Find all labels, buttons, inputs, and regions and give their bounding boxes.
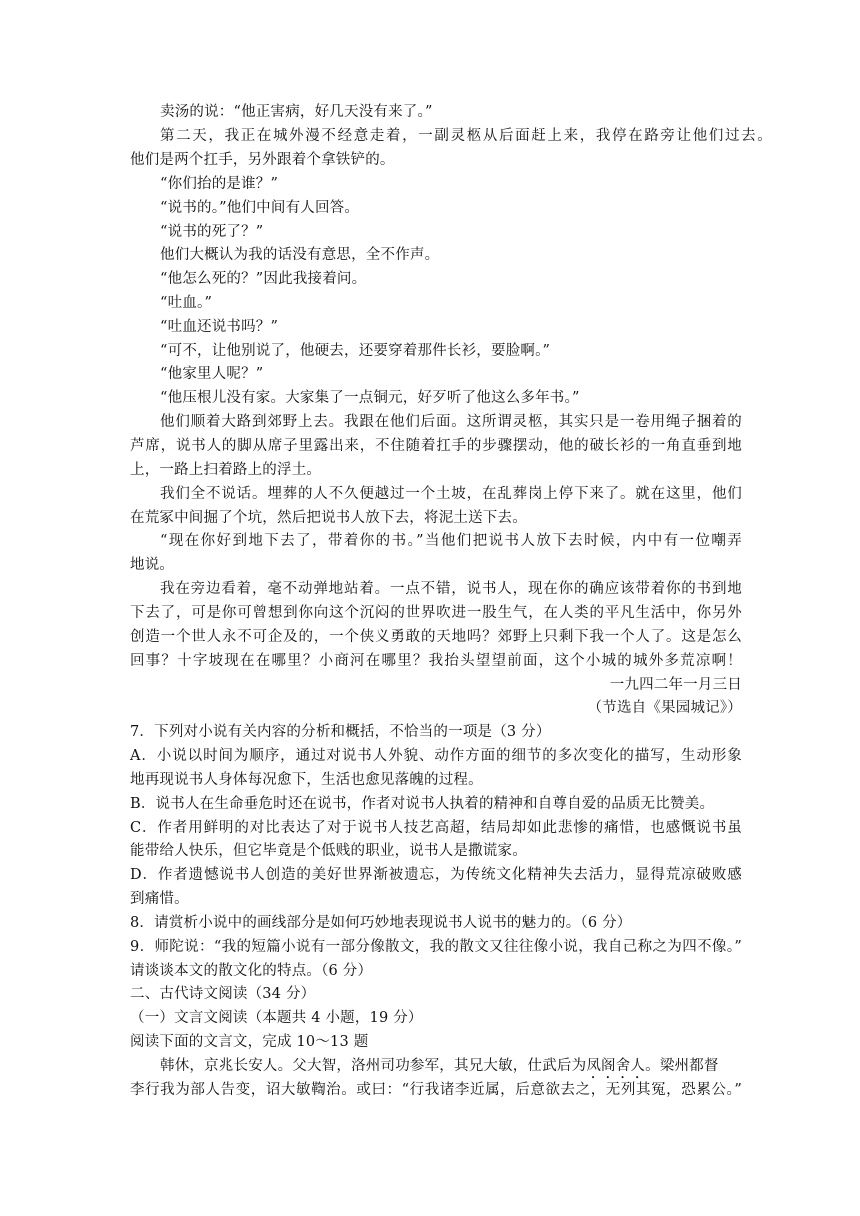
passage-line: 创造一个世人永不可企及的，一个侠义勇敢的天地吗？郊野上只剩下我一个人了。这是怎么 <box>130 629 742 645</box>
classical-text: 。梁州都督 <box>645 1058 719 1074</box>
passage-line: 下去了，可是你可曾想到你向这个沉闷的世界吹进一股生气，在人类的平凡生活中，你另外 <box>130 605 742 621</box>
question-9: 9．师陀说：“我的短篇小说有一部分像散文，我的散文又往往像小说，我自己称之为四不像。” <box>130 939 742 955</box>
passage-line: “说书的死了？” <box>160 224 264 240</box>
reading-instruction: 阅读下面的文言文，完成 10～13 题 <box>130 1034 369 1050</box>
passage-line: “现在你好到地下去了，带着你的书。”当他们把说书人放下去时候，内中有一位嘲弄 <box>160 533 742 549</box>
emphasis-dotted-term: 凤阁舍人 <box>586 1058 646 1074</box>
passage-line: “他压根儿没有家。大家集了一点铜元，好歹听了他这么多年书。” <box>160 390 580 406</box>
passage-source: （节选自《果园城记》） <box>587 700 742 716</box>
passage-line: 地说。 <box>130 557 175 573</box>
question-7-option-b: B．说书人在生命垂危时还在说书，作者对说书人执着的精神和自尊自爱的品质无比赞美。 <box>130 796 715 812</box>
question-7-option-c-cont: 能带给人快乐，但它毕竟是个低贱的职业，说书人是撒谎家。 <box>130 843 527 859</box>
passage-line: “说书的。”他们中间有人回答。 <box>160 200 360 216</box>
passage-line: “他家里人呢？” <box>160 366 264 382</box>
classical-text: 韩休，京兆长安人。父大智，洛州司功参军，其兄大敏，仕武后为 <box>160 1058 587 1074</box>
passage-line: 第二天，我正在城外漫不经意走着，一副灵柩从后面赶上来，我停在路旁让他们过去。 <box>160 128 772 144</box>
passage-line: 我们全不说话。埋葬的人不久便越过一个土坡，在乱葬岗上停下来了。就在这里，他们 <box>160 486 742 502</box>
passage-line: 他们顺着大路到郊野上去。我跟在他们后面。这所谓灵柩，其实只是一卷用绳子捆着的 <box>160 414 742 430</box>
question-7-option-a-cont: 地再现说书人身体每况愈下，生活也愈见落魄的过程。 <box>130 772 483 788</box>
question-7: 7．下列对小说有关内容的分析和概括，不恰当的一项是（3 分） <box>130 724 551 740</box>
question-7-option-d: D．作者遗憾说书人创造的美好世界渐被遗忘，为传统文化精神失去活力，显得荒凉破败感 <box>130 867 742 883</box>
passage-line: “他怎么死的？”因此我接着问。 <box>160 271 367 287</box>
passage-line: 在荒冢中间掘了个坑，然后把说书人放下去，将泥土送下去。 <box>130 510 527 526</box>
passage-line: 他们是两个扛手，另外跟着个拿铁铲的。 <box>130 152 395 168</box>
question-7-option-d-cont: 到痛惜。 <box>130 891 189 907</box>
passage-line: 回事？十字坡现在在哪里？小商河在哪里？我抬头望望前面，这个小城的城外多荒凉啊！ <box>130 653 742 669</box>
classical-line: 李行我为部人告变，诏大敏鞫治。或曰：“行我诸李近属，后意欲去之，无列其冤，恐累公。” <box>130 1082 742 1098</box>
passage-line: 卖汤的说：“他正害病，好几天没有来了。” <box>160 104 433 120</box>
question-8: 8．请赏析小说中的画线部分是如何巧妙地表现说书人说书的魅力的。（6 分） <box>130 915 632 931</box>
question-9-cont: 请谈谈本文的散文化的特点。（6 分） <box>130 963 373 979</box>
passage-line: 我在旁边看着，毫不动弹地站着。一点不错，说书人，现在你的确应该带着你的书到地 <box>160 581 742 597</box>
passage-line: “吐血。” <box>160 295 213 311</box>
section-heading: 二、古代诗文阅读（34 分） <box>130 986 316 1002</box>
classical-line <box>160 1055 772 1082</box>
passage-line: 芦席，说书人的脚从席子里露出来，不住随着扛手的步骤摆动，他的破长衫的一角直垂到地 <box>130 438 742 454</box>
passage-date: 一九四二年一月三日 <box>609 677 742 693</box>
subsection-heading: （一）文言文阅读（本题共 4 小题，19 分） <box>130 1010 423 1026</box>
passage-line: 上，一路上扫着路上的浮土。 <box>130 462 322 478</box>
passage-line: 他们大概认为我的话没有意思，全不作声。 <box>160 247 440 263</box>
question-7-option-c: C．作者用鲜明的对比表达了对于说书人技艺高超，结局却如此悲惨的痛惜，也感慨说书虽 <box>130 820 742 836</box>
passage-line: “吐血还说书吗？” <box>160 319 279 335</box>
passage-line: “可不，让他别说了，他硬去，还要穿着那件长衫，要脸啊。” <box>160 343 551 359</box>
question-7-option-a: A．小说以时间为顺序，通过对说书人外貌、动作方面的细节的多次变化的描写，生动形象 <box>130 748 742 764</box>
passage-line: “你们抬的是谁？” <box>160 176 279 192</box>
